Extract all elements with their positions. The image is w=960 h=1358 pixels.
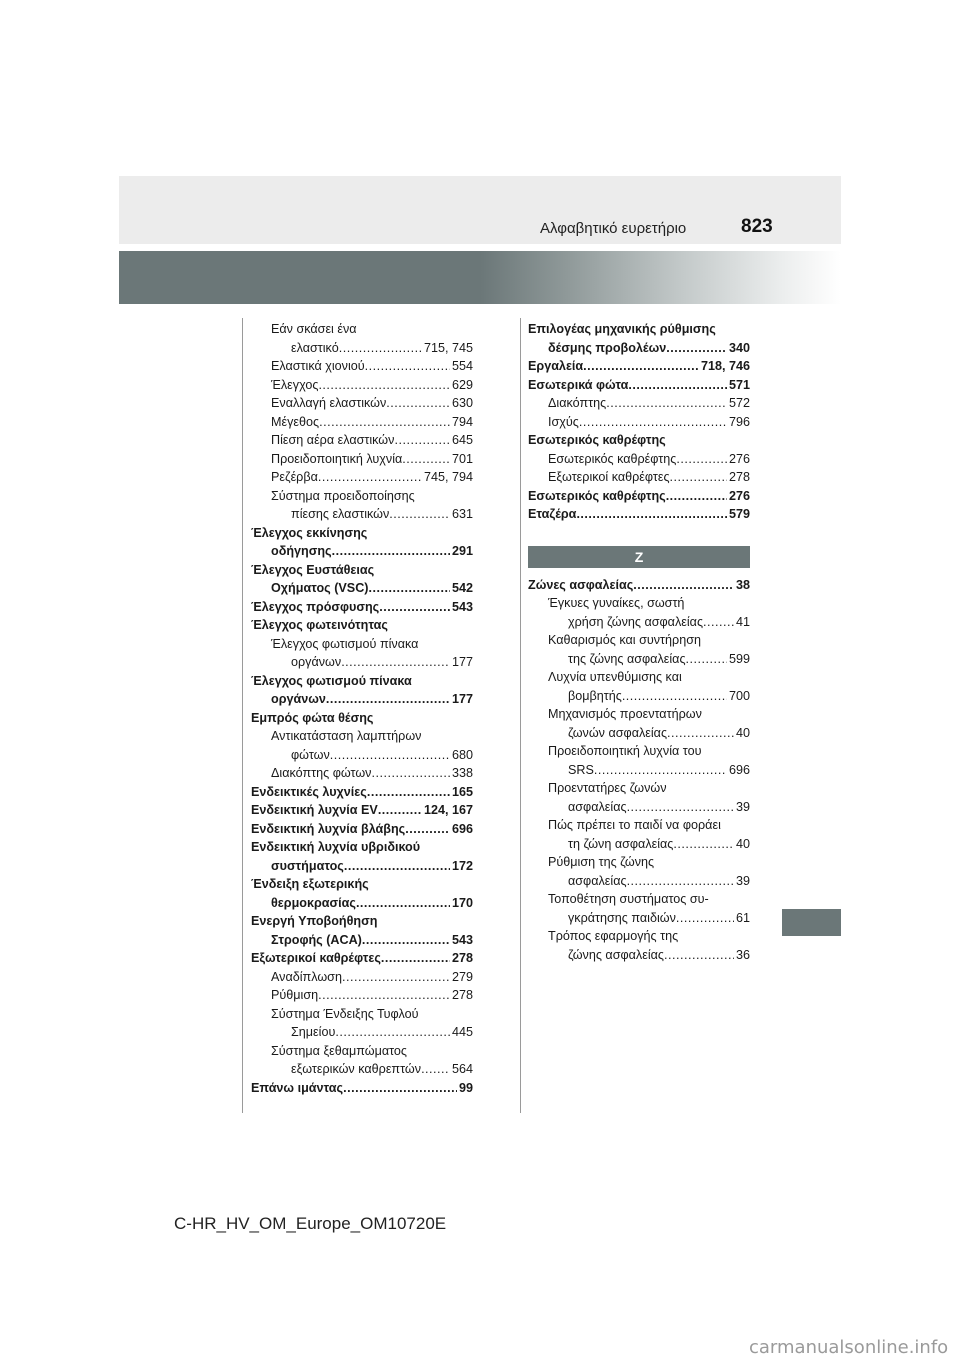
index-page-ref[interactable]: 177	[451, 655, 473, 669]
index-entry-text: συστήματος	[271, 858, 344, 873]
index-entry[interactable]	[251, 413, 473, 432]
index-page-ref[interactable]: 291	[451, 544, 473, 558]
index-entry-text: Μέγεθος	[271, 414, 320, 429]
index-entry-text: Εσωτερικά φώτα	[528, 377, 629, 392]
index-entry[interactable]	[251, 1042, 473, 1079]
dot-leader	[319, 413, 450, 432]
index-entry-text: Έλεγχος φωτισμού πίνακα	[271, 636, 419, 651]
dot-leader	[666, 487, 727, 506]
index-entry-text: Ρύθμιση	[271, 988, 319, 1002]
section-letter: Ζ	[528, 546, 750, 568]
index-entry[interactable]	[528, 594, 750, 631]
index-entry-text: Σημείου	[291, 1025, 336, 1039]
index-entry-text: δέσμης προβολέων	[548, 340, 667, 355]
index-page-ref[interactable]: 278	[451, 951, 473, 965]
index-entry-text: εξωτερικών καθρεπτών	[291, 1062, 422, 1076]
index-entry[interactable]	[528, 890, 750, 927]
index-page-ref[interactable]: 445	[451, 1025, 473, 1039]
index-entry[interactable]	[251, 468, 473, 487]
index-page-ref[interactable]: 40	[735, 836, 750, 851]
dot-leader	[622, 687, 727, 706]
index-page-ref[interactable]: 571	[728, 377, 750, 392]
index-entry-text: Προεντατήρες ζωνών	[548, 781, 667, 795]
dot-leader	[326, 690, 450, 709]
index-entry-text: Εμπρός φώτα θέσης	[251, 710, 374, 725]
dot-leader	[686, 650, 727, 669]
index-entry-text: Έλεγχος Ευστάθειας	[251, 562, 375, 577]
index-entry-text: Εσωτερικός καθρέφτης	[528, 488, 666, 503]
column-rule-middle	[520, 318, 521, 1113]
index-page-ref[interactable]: 680	[451, 747, 473, 762]
dot-leader	[341, 653, 450, 672]
index-page-ref[interactable]: 572	[728, 396, 750, 410]
index-page-ref[interactable]: 745, 794	[423, 470, 473, 484]
index-entry-text: Σύστημα προειδοποίησης	[271, 488, 415, 503]
dot-leader	[670, 468, 727, 487]
index-page-ref[interactable]: 631	[451, 507, 473, 521]
index-page-ref[interactable]: 279	[451, 969, 473, 984]
index-entry[interactable]	[528, 376, 750, 395]
index-entry[interactable]	[528, 468, 750, 487]
index-entry[interactable]	[528, 320, 750, 357]
index-page-ref[interactable]: 599	[728, 651, 750, 666]
dot-leader	[368, 579, 450, 598]
dot-leader	[332, 542, 450, 561]
index-page-ref[interactable]: 170	[451, 895, 473, 910]
dot-leader	[633, 576, 734, 595]
index-entry[interactable]	[528, 413, 750, 432]
index-entry[interactable]	[528, 576, 750, 595]
index-entry[interactable]	[251, 357, 473, 376]
index-entry[interactable]	[528, 816, 750, 853]
dot-leader	[703, 613, 734, 632]
index-entry-text: Εσωτερικός καθρέφτης	[548, 451, 677, 466]
index-entry-text: Ρεζέρβα	[271, 470, 318, 484]
dot-leader	[344, 857, 450, 876]
index-entry[interactable]	[251, 875, 473, 912]
dot-leader	[379, 598, 450, 617]
index-entry-text: Έλεγχος	[271, 377, 319, 392]
index-entry-text: Ενδεικτική λυχνία υβριδικού	[251, 840, 421, 854]
index-entry-text: Επιλογέας μηχανικής ρύθμισης	[528, 322, 716, 336]
index-page-ref[interactable]: 177	[451, 692, 473, 706]
dot-leader	[339, 339, 422, 358]
dot-leader	[318, 376, 450, 395]
dot-leader	[676, 909, 734, 928]
page-number: 823	[741, 216, 773, 237]
index-entry[interactable]	[528, 505, 750, 524]
index-entry[interactable]	[251, 320, 473, 357]
index-entry-text: Ελαστικά χιονιού	[271, 359, 365, 373]
index-entry-text: Ενδεικτική λυχνία EV	[251, 803, 378, 817]
column-rule-left	[242, 318, 243, 1113]
document-code: C-HR_HV_OM_Europe_OM10720E	[174, 1214, 447, 1233]
dot-leader	[330, 746, 450, 765]
index-entry-text: Εταζέρα	[528, 507, 577, 521]
index-page-ref[interactable]: 124, 167	[423, 803, 473, 817]
index-entry[interactable]	[251, 801, 473, 820]
index-entry[interactable]	[251, 376, 473, 395]
index-entry-text: Τοποθέτηση συστήματος συ-	[548, 892, 709, 906]
index-entry[interactable]	[251, 450, 473, 469]
index-entry-text: της ζώνης ασφαλείας	[568, 651, 686, 666]
dot-leader	[362, 931, 450, 950]
index-entry-text: Ενεργή Υποβοήθηση	[251, 914, 378, 928]
page-title: Αλφαβητικό ευρετήριο	[540, 220, 687, 237]
index-page-ref[interactable]: 564	[451, 1062, 473, 1076]
index-entry[interactable]	[251, 431, 473, 450]
index-page-ref[interactable]: 543	[451, 932, 473, 947]
index-entry-text: Έλεγχος εκκίνησης	[251, 525, 368, 540]
index-entry-text: Ενδεικτική λυχνία βλάβης	[251, 821, 406, 836]
index-page-ref[interactable]: 700	[728, 688, 750, 703]
index-entry-text: Σύστημα ξεθαμπώματος	[271, 1043, 408, 1058]
index-entry[interactable]	[251, 1079, 473, 1098]
index-page-ref[interactable]: 718, 746	[700, 359, 750, 373]
dot-leader	[666, 339, 727, 358]
index-page-ref[interactable]: 39	[735, 799, 750, 814]
index-page-ref[interactable]: 696	[451, 821, 473, 836]
index-page-ref[interactable]: 172	[451, 858, 473, 873]
index-entry-text: ασφαλείας	[568, 873, 627, 888]
index-entry-text: ζώνης ασφαλείας	[568, 947, 664, 962]
index-entry[interactable]	[251, 912, 473, 949]
index-entry[interactable]	[251, 783, 473, 802]
index-entry-text: Αναδίπλωση	[271, 969, 342, 984]
index-entry[interactable]	[528, 742, 750, 779]
index-entry-text: τη ζώνη ασφαλείας	[568, 836, 674, 851]
index-entry-text: Εξωτερικοί καθρέφτες	[548, 470, 670, 484]
index-column-right	[528, 320, 750, 964]
index-entry-text: Καθαρισμός και συντήρηση	[548, 633, 701, 647]
index-page-ref[interactable]: 41	[735, 614, 750, 629]
dot-leader	[386, 394, 450, 413]
dot-leader	[335, 1023, 450, 1042]
index-entry-text: ζωνών ασφαλείας	[568, 725, 668, 740]
index-entry-text: Λυχνία υπενθύμισης και	[548, 670, 682, 684]
index-page-ref[interactable]: 796	[728, 414, 750, 429]
index-entry-text: Οχήματος (VSC)	[271, 581, 369, 595]
dot-leader	[378, 801, 422, 820]
dot-leader	[402, 450, 450, 469]
dot-leader	[318, 468, 422, 487]
index-entry[interactable]	[528, 450, 750, 469]
dot-leader	[371, 764, 450, 783]
index-page-ref[interactable]: 40	[735, 725, 750, 740]
dot-leader	[627, 798, 734, 817]
index-entry-text: Εργαλεία	[528, 359, 584, 373]
index-entry-text: χρήση ζώνης ασφαλείας	[568, 614, 704, 629]
index-entry[interactable]	[528, 853, 750, 890]
index-page-ref[interactable]: 276	[728, 451, 750, 466]
index-entry-text: ασφαλείας	[568, 799, 627, 814]
dot-leader	[576, 505, 727, 524]
index-page-ref[interactable]: 278	[728, 470, 750, 484]
index-page-ref[interactable]: 715, 745	[423, 340, 473, 355]
dot-leader	[664, 946, 734, 965]
index-entry-text: οργάνων	[271, 692, 326, 706]
index-entry[interactable]	[528, 431, 750, 450]
index-entry-text: Μηχανισμός προεντατήρων	[548, 707, 702, 721]
index-entry-text: Στροφής (ACA)	[271, 932, 362, 947]
index-column-left	[251, 320, 473, 1097]
index-entry-text: οργάνων	[291, 655, 342, 669]
index-entry-text: Προειδοποιητική λυχνία του	[548, 744, 702, 758]
index-entry[interactable]	[528, 779, 750, 816]
index-entry[interactable]	[251, 616, 473, 635]
index-page-ref[interactable]: 542	[451, 581, 473, 595]
index-page-ref[interactable]: 701	[451, 451, 473, 466]
index-entry[interactable]	[251, 764, 473, 783]
index-page-ref[interactable]: 794	[451, 414, 473, 429]
index-page-ref[interactable]: 630	[451, 396, 473, 410]
index-entry[interactable]	[251, 727, 473, 764]
index-page-ref[interactable]: 645	[451, 433, 473, 447]
dot-leader	[667, 724, 734, 743]
index-entry-text: Αντικατάσταση λαμπτήρων	[271, 729, 422, 743]
index-entry-text: Εξωτερικοί καθρέφτες	[251, 951, 381, 965]
dot-leader	[367, 783, 450, 802]
index-entry[interactable]	[251, 561, 473, 598]
index-entry-text: Διακόπτης φώτων	[271, 766, 372, 780]
index-entry[interactable]	[251, 487, 473, 524]
index-page-ref[interactable]: 36	[735, 947, 750, 962]
index-entry[interactable]	[528, 357, 750, 376]
index-entry[interactable]	[251, 1005, 473, 1042]
index-entry-text: Εσωτερικός καθρέφτης	[528, 433, 666, 447]
index-entry-text: Έλεγχος πρόσφυσης	[251, 599, 380, 614]
dot-leader	[628, 376, 727, 395]
index-entry-text: Διακόπτης	[548, 396, 607, 410]
index-entry-text: Ενδεικτικές λυχνίες	[251, 784, 367, 799]
index-page-ref[interactable]: 579	[728, 507, 750, 521]
index-side-tab[interactable]	[782, 909, 841, 936]
watermark: carmanualsonline.info	[749, 1337, 949, 1358]
index-entry[interactable]	[251, 986, 473, 1005]
dot-leader	[356, 894, 450, 913]
index-page-ref[interactable]: 38	[735, 577, 750, 592]
index-entry[interactable]	[251, 394, 473, 413]
dot-leader	[394, 431, 450, 450]
index-page-ref[interactable]: 338	[451, 766, 473, 780]
dot-leader	[676, 450, 727, 469]
index-page-ref[interactable]: 99	[458, 1080, 473, 1095]
index-entry-text: Πώς πρέπει το παιδί να φοράει	[548, 818, 721, 832]
index-page-ref[interactable]: 165	[451, 784, 473, 799]
index-entry[interactable]	[528, 705, 750, 742]
index-page-ref[interactable]: 61	[735, 910, 750, 925]
index-entry-text: πίεσης ελαστικών	[291, 507, 390, 521]
index-entry[interactable]	[251, 949, 473, 968]
dot-leader	[579, 413, 727, 432]
dot-leader	[421, 1060, 450, 1079]
index-entry[interactable]	[528, 487, 750, 506]
index-entry-text: Εάν σκάσει ένα	[271, 322, 357, 336]
index-entry-text: ελαστικό	[291, 340, 339, 355]
index-entry[interactable]	[528, 668, 750, 705]
index-page-ref[interactable]: 543	[451, 599, 473, 614]
index-page-ref[interactable]: 39	[735, 873, 750, 888]
chapter-banner	[119, 251, 841, 304]
index-entry[interactable]	[251, 524, 473, 561]
index-entry-text: Εναλλαγή ελαστικών	[271, 396, 387, 410]
index-entry-text: Ζώνες ασφαλείας	[528, 577, 634, 592]
index-entry-text: Ισχύς	[548, 414, 579, 429]
dot-leader	[673, 835, 734, 854]
index-entry-text: Σύστημα Ένδειξης Τυφλού	[271, 1006, 419, 1021]
index-entry[interactable]	[251, 598, 473, 617]
header-band	[119, 176, 841, 244]
index-entry-text: γκράτησης παιδιών	[568, 910, 676, 925]
index-entry-text: Ρύθμιση της ζώνης	[548, 855, 655, 869]
index-entry[interactable]	[251, 838, 473, 875]
index-entry[interactable]	[251, 709, 473, 728]
dot-leader	[343, 1079, 457, 1098]
index-entry[interactable]	[251, 968, 473, 987]
dot-leader	[318, 986, 450, 1005]
index-entry-text: Πίεση αέρα ελαστικών	[271, 433, 395, 447]
index-entry-text: θερμοκρασίας	[271, 895, 356, 910]
index-page-ref[interactable]: 278	[451, 988, 473, 1002]
index-entry[interactable]	[251, 672, 473, 709]
index-page-ref[interactable]: 554	[451, 359, 473, 373]
index-page-ref[interactable]: 276	[728, 488, 750, 503]
index-entry[interactable]	[528, 631, 750, 668]
index-entry-text: βομβητής	[568, 688, 622, 703]
dot-leader	[381, 949, 450, 968]
index-entry-text: Έλεγχος φωτεινότητας	[251, 618, 388, 632]
index-entry-text: Επάνω ιμάντας	[251, 1080, 344, 1095]
dot-leader	[405, 820, 450, 839]
index-entry-text: SRS	[568, 762, 594, 777]
dot-leader	[594, 761, 727, 780]
index-page-ref[interactable]: 696	[728, 762, 750, 777]
index-entry[interactable]	[528, 927, 750, 964]
index-page-ref[interactable]: 340	[728, 340, 750, 355]
index-entry-text: Προειδοποιητική λυχνία	[271, 451, 403, 466]
index-entry-text: Έλεγχος φωτισμού πίνακα	[251, 673, 412, 688]
dot-leader	[583, 357, 699, 376]
dot-leader	[389, 505, 450, 524]
dot-leader	[606, 394, 727, 413]
index-entry-text: Ένδειξη εξωτερικής	[251, 877, 369, 891]
index-entry-text: φώτων	[291, 747, 330, 762]
dot-leader	[342, 968, 450, 987]
index-entry[interactable]	[251, 820, 473, 839]
dot-leader	[627, 872, 734, 891]
index-entry-text: Τρόπος εφαρμογής της	[548, 929, 679, 943]
index-page-ref[interactable]: 629	[451, 377, 473, 392]
index-entry-text: οδήγησης	[271, 544, 332, 558]
index-entry[interactable]	[528, 394, 750, 413]
index-entry-text: Έγκυες γυναίκες, σωστή	[548, 596, 685, 610]
index-entry[interactable]	[251, 635, 473, 672]
dot-leader	[365, 357, 450, 376]
